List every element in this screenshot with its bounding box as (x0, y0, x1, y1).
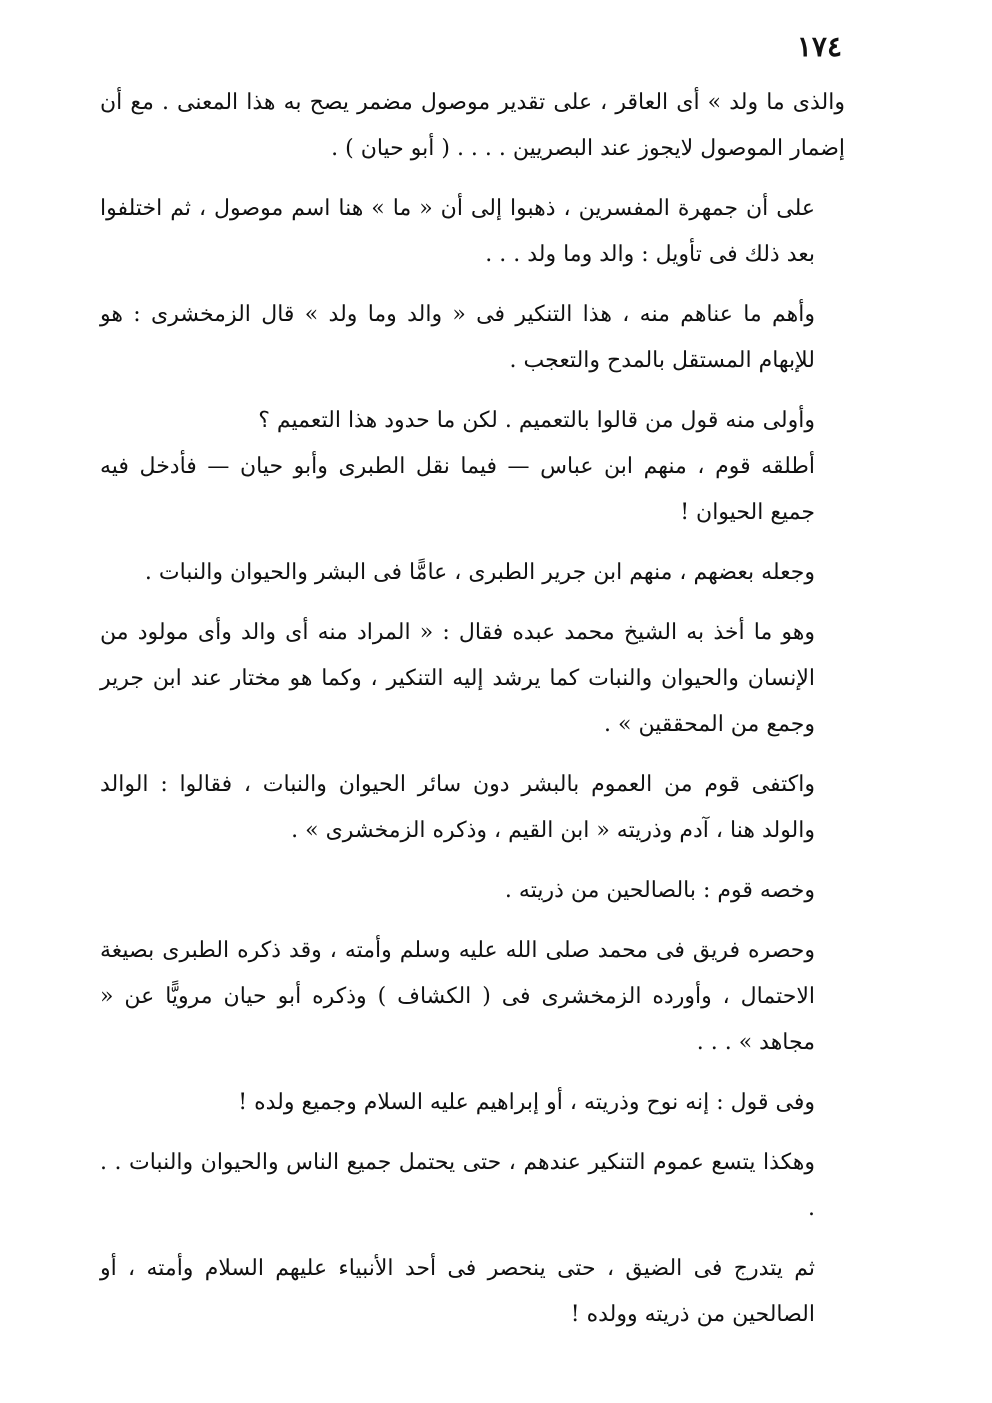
body-text (100, 80, 845, 1352)
paragraph-4: وأولى منه قول من قالوا بالتعميم . لكن ما حدود هذا التعميم ؟ (258, 408, 815, 433)
paragraph-13: ثم يتدرج فى الضيق ، حتى ينحصر فى أحد الأنبياء عليهم السلام وأمته ، أو الصالحين من ذريته وولده ! (100, 1256, 815, 1327)
paragraph-9: وخصه قوم : بالصالحين من ذريته . (504, 878, 815, 903)
paragraph-1: والذى ما ولد » أى العاقر ، على تقدير موصول مضمر يصح به هذا المعنى . مع أن إضمار الموصول لايجوز عند البصريين . . . . ( أبو حيان ) . (100, 90, 845, 161)
paragraph-3: وأهم ما عناهم منه ، هذا التنكير فى « والد وما ولد » قال الزمخشرى : هو للإبهام المستقل بالمدح والتعجب . (100, 302, 815, 373)
paragraph-7: وهو ما أخذ به الشيخ محمد عبده فقال : « المراد منه أى والد وأى مولود من الإنسان والحيوان والنبات كما يرشد إليه التنكير ، وكما هو مختار عند ابن جرير وجمع من المحققين » . (100, 620, 815, 737)
paragraph-2: على أن جمهرة المفسرين ، ذهبوا إلى أن « ما » هنا اسم موصول ، ثم اختلفوا بعد ذلك فى تأويل : والد وما ولد . . . (100, 196, 815, 267)
page-number: ١٧٤ (796, 30, 842, 63)
paragraph-12: وهكذا يتسع عموم التنكير عندهم ، حتى يحتمل جميع الناس والحيوان والنبات . . . (100, 1150, 815, 1221)
paragraph-8: واكتفى قوم من العموم بالبشر دون سائر الحيوان والنبات ، فقالوا : الوالد والولد هنا ، آدم وذريته « ابن القيم ، وذكره الزمخشرى » . (100, 772, 815, 843)
paragraph-11: وفى قول : إنه نوح وذريته ، أو إبراهيم عليه السلام وجميع ولده ! (238, 1090, 815, 1115)
paragraph-6: وجعله بعضهم ، منهم ابن جرير الطبرى ، عامًّا فى البشر والحيوان والنبات . (144, 560, 815, 585)
paragraph-10: وحصره فريق فى محمد صلى الله عليه وسلم وأمته ، وقد ذكره الطبرى بصيغة الاحتمال ، وأورده الزمخشرى فى ( الكشاف ) وذكره أبو حيان مرويًّا عن « مجاهد » . . . (100, 938, 815, 1055)
paragraph-5: أطلقه قوم ، منهم ابن عباس — فيما نقل الطبرى وأبو حيان — فأدخل فيه جميع الحيوان ! (100, 454, 815, 525)
